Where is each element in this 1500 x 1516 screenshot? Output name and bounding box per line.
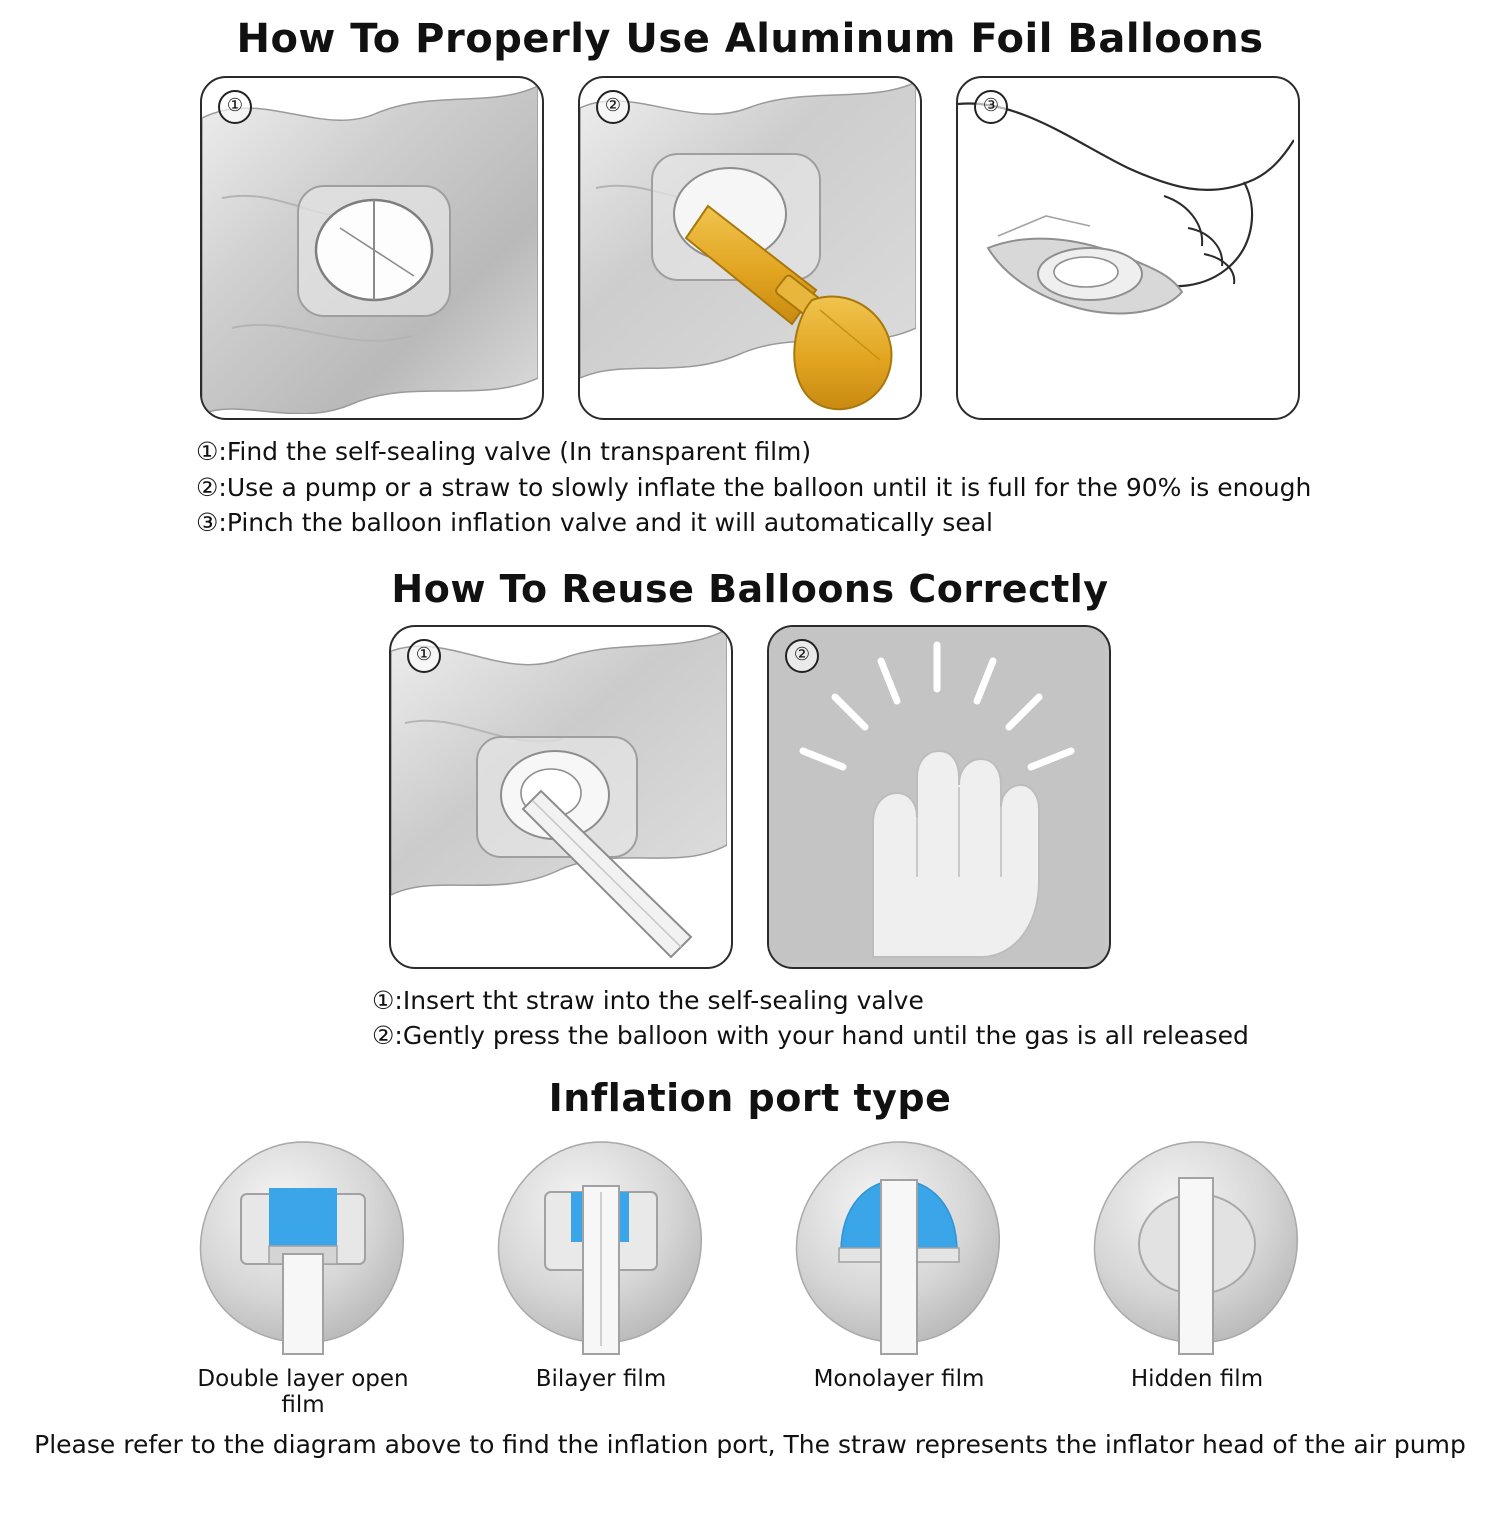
- double-layer-open-film-icon: [185, 1136, 421, 1356]
- caption-line: ②:Use a pump or a straw to slowly inflate the balloon until it is full for the 90% is enough: [196, 472, 1312, 502]
- panel-row-reuse: [0, 625, 1500, 969]
- panel-row-use: [0, 76, 1500, 420]
- captions-reuse: [372, 983, 1500, 1054]
- bilayer-film-icon: [483, 1136, 719, 1356]
- port-label: Double layer open film: [197, 1365, 409, 1418]
- ports-footnote: Please refer to the diagram above to find the inflation port, The straw represents the inflator head of the air pump: [34, 1429, 1466, 1459]
- instruction-sheet: [0, 16, 1500, 1516]
- port-double-layer-open-film: [185, 1136, 421, 1418]
- port-label: Hidden film: [1130, 1365, 1264, 1392]
- port-bilayer-film: [483, 1136, 719, 1418]
- hand-press-illustration: [769, 627, 1105, 963]
- monolayer-film-icon: [781, 1136, 1017, 1356]
- panel-pump-inflate: [578, 76, 922, 420]
- panel-valve-closeup: [200, 76, 544, 420]
- panel-hand-press: [767, 625, 1111, 969]
- hidden-film-icon: [1079, 1136, 1315, 1356]
- pump-inflate-illustration: [580, 78, 916, 414]
- port-label: Bilayer film: [535, 1365, 667, 1392]
- panel-pinch-valve: [956, 76, 1300, 420]
- caption-line: ③:Pinch the balloon inflation valve and it will automatically seal: [196, 508, 993, 537]
- port-type-row: [0, 1136, 1500, 1418]
- straw-insert-illustration: [391, 627, 727, 963]
- valve-closeup-illustration: [202, 78, 538, 414]
- pinch-valve-illustration: [958, 78, 1294, 414]
- caption-line: ①:Insert tht straw into the self-sealing valve: [372, 985, 924, 1015]
- port-label: Monolayer film: [813, 1365, 985, 1392]
- section-title-use: How To Properly Use Aluminum Foil Balloons: [236, 16, 1264, 62]
- section-title-ports: Inflation port type: [548, 1075, 952, 1120]
- panel-badge: ②: [785, 639, 819, 673]
- panel-badge: ①: [407, 639, 441, 673]
- section-title-reuse: How To Reuse Balloons Correctly: [391, 566, 1109, 611]
- port-hidden-film: [1079, 1136, 1315, 1418]
- panel-badge: ③: [974, 90, 1008, 124]
- panel-badge: ①: [218, 90, 252, 124]
- panel-badge: ②: [596, 90, 630, 124]
- port-monolayer-film: [781, 1136, 1017, 1418]
- caption-line: ②:Gently press the balloon with your hand until the gas is all released: [372, 1021, 1249, 1050]
- caption-line: ①:Find the self-sealing valve (In transparent film): [196, 437, 812, 466]
- captions-use: [196, 434, 1500, 541]
- panel-straw-insert: [389, 625, 733, 969]
